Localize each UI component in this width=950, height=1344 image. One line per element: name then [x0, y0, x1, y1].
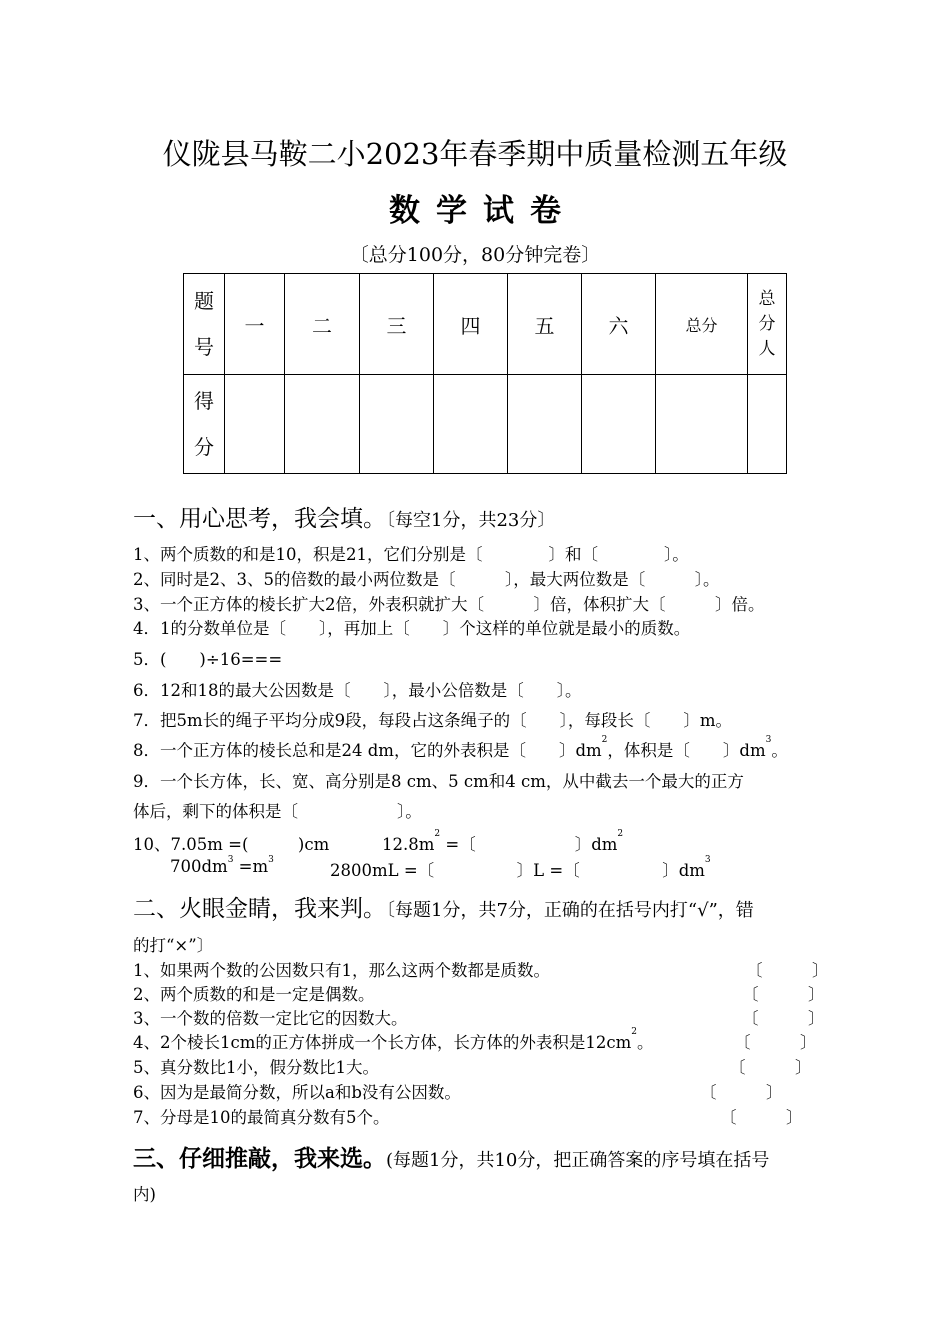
section1-heading: 一、用心思考，我会填。〔每空1分，共23分〕 — [133, 506, 556, 532]
section3-note-cont: 内) — [133, 1185, 156, 1204]
judge-item-1: 1、如果两个数的公因数只有1，那么这两个数都是质数。 — [133, 961, 550, 980]
score-cell[interactable] — [508, 375, 582, 474]
score-cell[interactable] — [582, 375, 656, 474]
score-cell[interactable] — [285, 375, 360, 474]
score-col-5: 五 — [508, 274, 582, 375]
score-table-score-row — [184, 375, 787, 474]
score-col-2: 二 — [285, 274, 360, 375]
answer-paren[interactable]: 〔 〕 — [734, 1033, 817, 1052]
score-table — [183, 273, 787, 474]
exam-title: 仪陇县马鞍二小2023年春季期中质量检测五年级 — [162, 137, 788, 171]
question-1-10-line2-part2: 2800mL =〔 〕L =〔 〕$dm^3$ — [330, 855, 711, 880]
question-1-7: 7．把5m长的绳子平均分成9段，每段占这条绳子的〔 〕，每段长〔 〕m。 — [133, 711, 733, 730]
question-1-2: 2、同时是2、3、5的倍数的最小两位数是〔 〕，最大两位数是〔 〕。 — [133, 570, 720, 589]
question-1-8: 8．一个正方体的棱长总和是24 dm，它的外表积是〔 〕$dm^2$，体积是〔 〕$dm^3$。 — [133, 735, 788, 760]
answer-paren[interactable]: 〔 〕 — [742, 1009, 825, 1028]
score-col-3: 三 — [360, 274, 434, 375]
question-1-10-line1-part1: 10、7.05m =( )cm — [133, 835, 330, 854]
section2-heading: 二、火眼金睛，我来判。〔每题1分，共7分，正确的在括号内打“√”，错 — [133, 896, 754, 922]
question-1-9-line1: 9．一个长方体，长、宽、高分别是8 cm、5 cm和4 cm，从中截去一个最大的正方 — [133, 772, 744, 791]
score-cell[interactable] — [748, 375, 787, 474]
answer-paren[interactable]: 〔 〕 — [720, 1108, 803, 1127]
judge-item-6: 6、因为是最简分数，所以a和b没有公因数。 — [133, 1083, 461, 1102]
answer-paren[interactable]: 〔 〕 — [746, 961, 829, 980]
question-1-10-line1-part2: $12.8m^2$ =〔 〕$dm^2$ — [382, 829, 624, 854]
question-1-5: 5．( )÷16=== — [133, 650, 283, 669]
score-table-label-score: 得 分 — [184, 375, 225, 474]
score-col-1: 一 — [225, 274, 285, 375]
question-1-1: 1、两个质数的和是10，积是21，它们分别是〔 〕和〔 〕。 — [133, 545, 689, 564]
section2-note-cont: 的打“×”〕 — [133, 936, 214, 955]
question-1-9-line2: 体后，剩下的体积是〔 〕。 — [133, 802, 422, 821]
question-1-3: 3、一个正方体的棱长扩大2倍，外表积就扩大〔 〕倍，体积扩大〔 〕倍。 — [133, 595, 765, 614]
score-cell[interactable] — [225, 375, 285, 474]
question-1-6: 6．12和18的最大公因数是〔 〕，最小公倍数是〔 〕。 — [133, 681, 582, 700]
question-1-4: 4．1的分数单位是〔 〕，再加上〔 〕个这样的单位就是最小的质数。 — [133, 619, 691, 638]
answer-paren[interactable]: 〔 〕 — [700, 1083, 783, 1102]
score-col-4: 四 — [434, 274, 508, 375]
judge-item-2: 2、两个质数的和是一定是偶数。 — [133, 985, 375, 1004]
score-table-header-row — [184, 274, 787, 375]
section3-heading: 三、仔细推敲，我来选。(每题1分，共10分，把正确答案的序号填在括号 — [133, 1145, 770, 1172]
score-cell[interactable] — [656, 375, 748, 474]
answer-paren[interactable]: 〔 〕 — [742, 985, 825, 1004]
judge-item-3: 3、一个数的倍数一定比它的因数大。 — [133, 1009, 408, 1028]
score-cell[interactable] — [360, 375, 434, 474]
score-col-6: 六 — [582, 274, 656, 375]
judge-item-4: 4、2个棱长1cm的正方体拼成一个长方体，长方体的外表积是$12cm^2$。 — [133, 1027, 654, 1052]
answer-paren[interactable]: 〔 〕 — [729, 1058, 812, 1077]
score-table-label-question: 题 号 — [184, 274, 225, 375]
score-col-grader: 总 分 人 — [748, 274, 787, 375]
question-1-10-line2-part1: $700dm^3 =m^3$ — [170, 855, 274, 876]
score-cell[interactable] — [434, 375, 508, 474]
judge-item-5: 5、真分数比1小，假分数比1大。 — [133, 1058, 379, 1077]
score-col-total: 总分 — [656, 274, 748, 375]
exam-subtitle: 〔总分100分，80分钟完卷〕 — [349, 244, 601, 266]
judge-item-7: 7、分母是10的最简真分数有5个。 — [133, 1108, 390, 1127]
exam-subject-title: 数学试卷 — [389, 193, 577, 229]
